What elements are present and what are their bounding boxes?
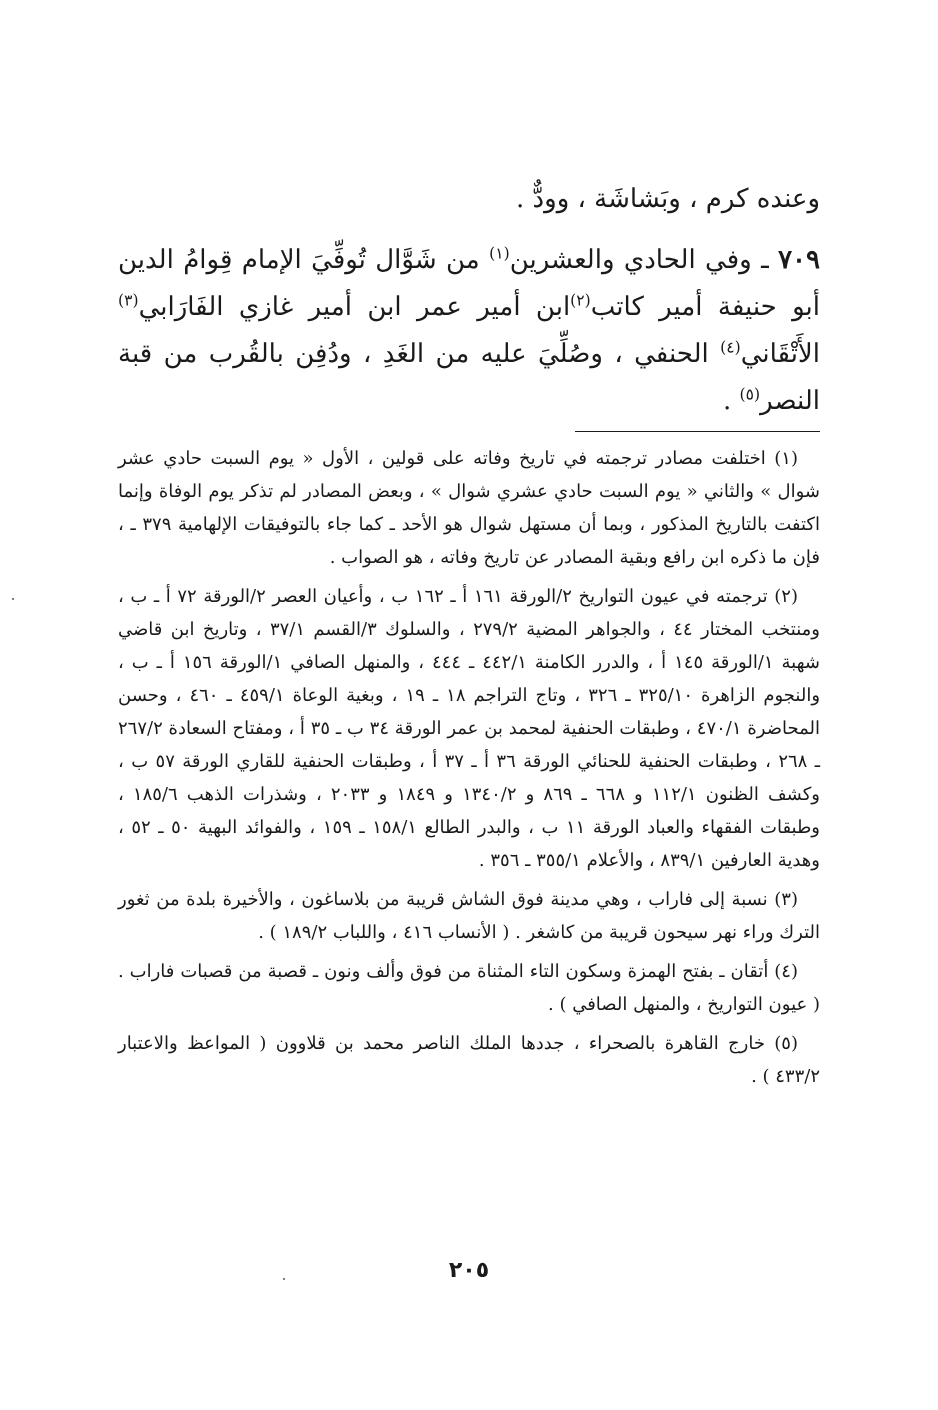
footnotes — [118, 442, 820, 1093]
entry-text-part1: ـ وفي الحادي والعشرين — [509, 245, 779, 275]
entry-number: ٧٠٩ — [778, 245, 820, 275]
entry-text-part6: . — [723, 386, 740, 416]
entry-text-part5: الحنفي ، وصُلِّيَ عليه من الغَدِ ، ودُفِن بالقُرب من قبة النصر — [118, 339, 820, 416]
book-page — [118, 176, 820, 1396]
footnote-ref-4[interactable]: (٤) — [720, 338, 741, 357]
footnote-ref-2[interactable]: (٢) — [570, 291, 591, 310]
scan-speck — [283, 1278, 285, 1280]
scan-speck — [12, 598, 14, 600]
lead-line: وعنده كرم ، وبَشاشَة ، وودٌّ . — [516, 184, 820, 214]
page-number: ٢٠٥ — [448, 1258, 490, 1283]
footnote-3: (٣) نسبة إلى فاراب ، وهي مدينة فوق الشاش قريبة من بلاساغون ، والأخيرة بلدة من ثغور الترك وراء نهر سيحون قريبة من كاشغر . ( الأنساب ٤١٦ ، واللباب ١٨٩/٢ ) . — [118, 889, 820, 943]
entry-text-part3: ابن أمير عمر ابن أمير غازي الفَارَابي — [138, 292, 571, 322]
biography-entry — [118, 237, 820, 425]
footnote-1: (١) اختلفت مصادر ترجمته في تاريخ وفاته على قولين ، الأول « يوم السبت حادي عشر شوال » والثاني « يوم السبت حادي عشري شوال » ، وبعض المصادر لم تذكر يوم الوفاة وإنما اكتفت بالتاريخ المذكور ، وبما أن مستهل شوال هو الأحد ـ كما جاء بالتوفيقات الإلهامية ٣٧٩ ـ ، فإن ما ذكره ابن رافع وبقية المصادر عن تاريخ وفاته ، هو الصواب . — [118, 448, 821, 568]
entry-text-part4: الأَتْقَاني — [740, 339, 820, 369]
footnote-2: (٢) ترجمته في عيون التواريخ ٢/الورقة ١٦١ أ ـ ١٦٢ ب ، وأعيان العصر ٢/الورقة ٧٢ أ ـ ب ، ومنتخب المختار ٤٤ ، والجواهر المضية ٢٧٩/٢ ، والسلوك ٣/القسم ٣٧/١ ، وتاريخ ابن قاضي شهبة ١/الورقة ١٤٥ أ ، والدرر الكامنة ٤٤٢/١ ـ ٤٤٤ ، والمنهل الصافي ١/الورقة ١٥٦ أ ـ ب ، والنجوم الزاهرة ٣٢٥/١٠ ـ ٣٢٦ ، وتاج التراجم ١٨ ـ ١٩ ، وبغية الوعاة ٤٥٩/١ ـ ٤٦٠ ، وحسن المحاضرة ٤٧٠/١ ، وطبقات الحنفية لمحمد بن عمر الورقة ٣٤ ب ـ ٣٥ أ ، ومفتاح السعادة ٢٦٧/٢ ـ ٢٦٨ ، وطبقات الحنفية للحنائي الورقة ٣٦ أ ـ ٣٧ أ ، وطبقات الحنفية للقاري الورقة ٥٧ ب ، وكشف الظنون ١١٢/١ و ٦٦٨ ـ ٨٦٩ و ١٣٤٠/٢ و ١٨٤٩ و ٢٠٣٣ ، وشذرات الذهب ١٨٥/٦ ، وطبقات الفقهاء والعباد الورقة ١١ ب ، والبدر الطالع ١٥٨/١ ـ ١٥٩ ، والفوائد البهية ٥٠ ـ ٥٢ ، وهدية العارفين ٨٣٩/١ ، والأعلام ٣٥٥/١ ـ ٣٥٦ . — [118, 586, 821, 871]
footnote-ref-5[interactable]: (٥) — [739, 385, 761, 404]
footnote-5: (٥) خارج القاهرة بالصحراء ، جددها الملك الناصر محمد بن قلاوون ( المواعظ والاعتبار ٤٣٣/٢ ) . — [118, 1033, 820, 1087]
footnote-ref-3[interactable]: (٣) — [118, 291, 139, 310]
footnote-4: (٤) أتقان ـ بفتح الهمزة وسكون التاء المثناة من فوق وألف ونون ـ قصبة من قصبات فاراب . ( عيون التواريخ ، والمنهل الصافي ) . — [118, 961, 820, 1015]
footnote-ref-1[interactable]: (١) — [489, 244, 510, 263]
main-text — [118, 176, 820, 425]
entry-text-part2: من شَوَّال تُوفِّيَ الإمام قِوامُ الدين أبو حنيفة أمير كاتب — [118, 245, 820, 322]
footnote-divider — [575, 431, 820, 432]
